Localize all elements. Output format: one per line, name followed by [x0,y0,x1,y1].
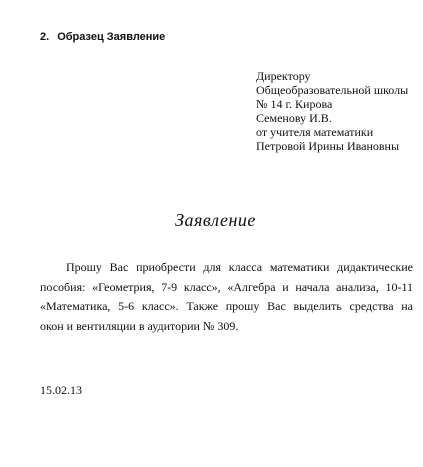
addressee-line: Петровой Ирины Ивановны [256,139,400,153]
document-date: 15.02.13 [40,383,82,397]
body-line: Прошу Вас приобрести для класса математики дидактические [66,260,413,274]
addressee-line: Семенову И.В. [256,111,332,125]
addressee-line: Директору [256,69,311,83]
addressee-line: от учителя математики [256,125,374,139]
section-title: Образец Заявление [57,31,166,43]
section-number: 2. [40,31,50,43]
body-paragraph [40,258,413,336]
body-line: «Математика, 5-6 класс». Также прошу Вас выделить средства на [40,299,413,313]
addressee-block [256,69,408,153]
body-line: пособия: «Геометрия, 7-9 класс», «Алгебра и начала анализа, 10-11 [40,279,413,294]
addressee-line: Общеобразовательной школы [256,83,409,97]
addressee-line: № 14 г. Кирова [256,97,333,111]
document-title: Заявление [175,210,256,230]
section-heading [40,30,165,44]
body-line: окон и вентиляции в аудитории № 309. [40,318,239,333]
